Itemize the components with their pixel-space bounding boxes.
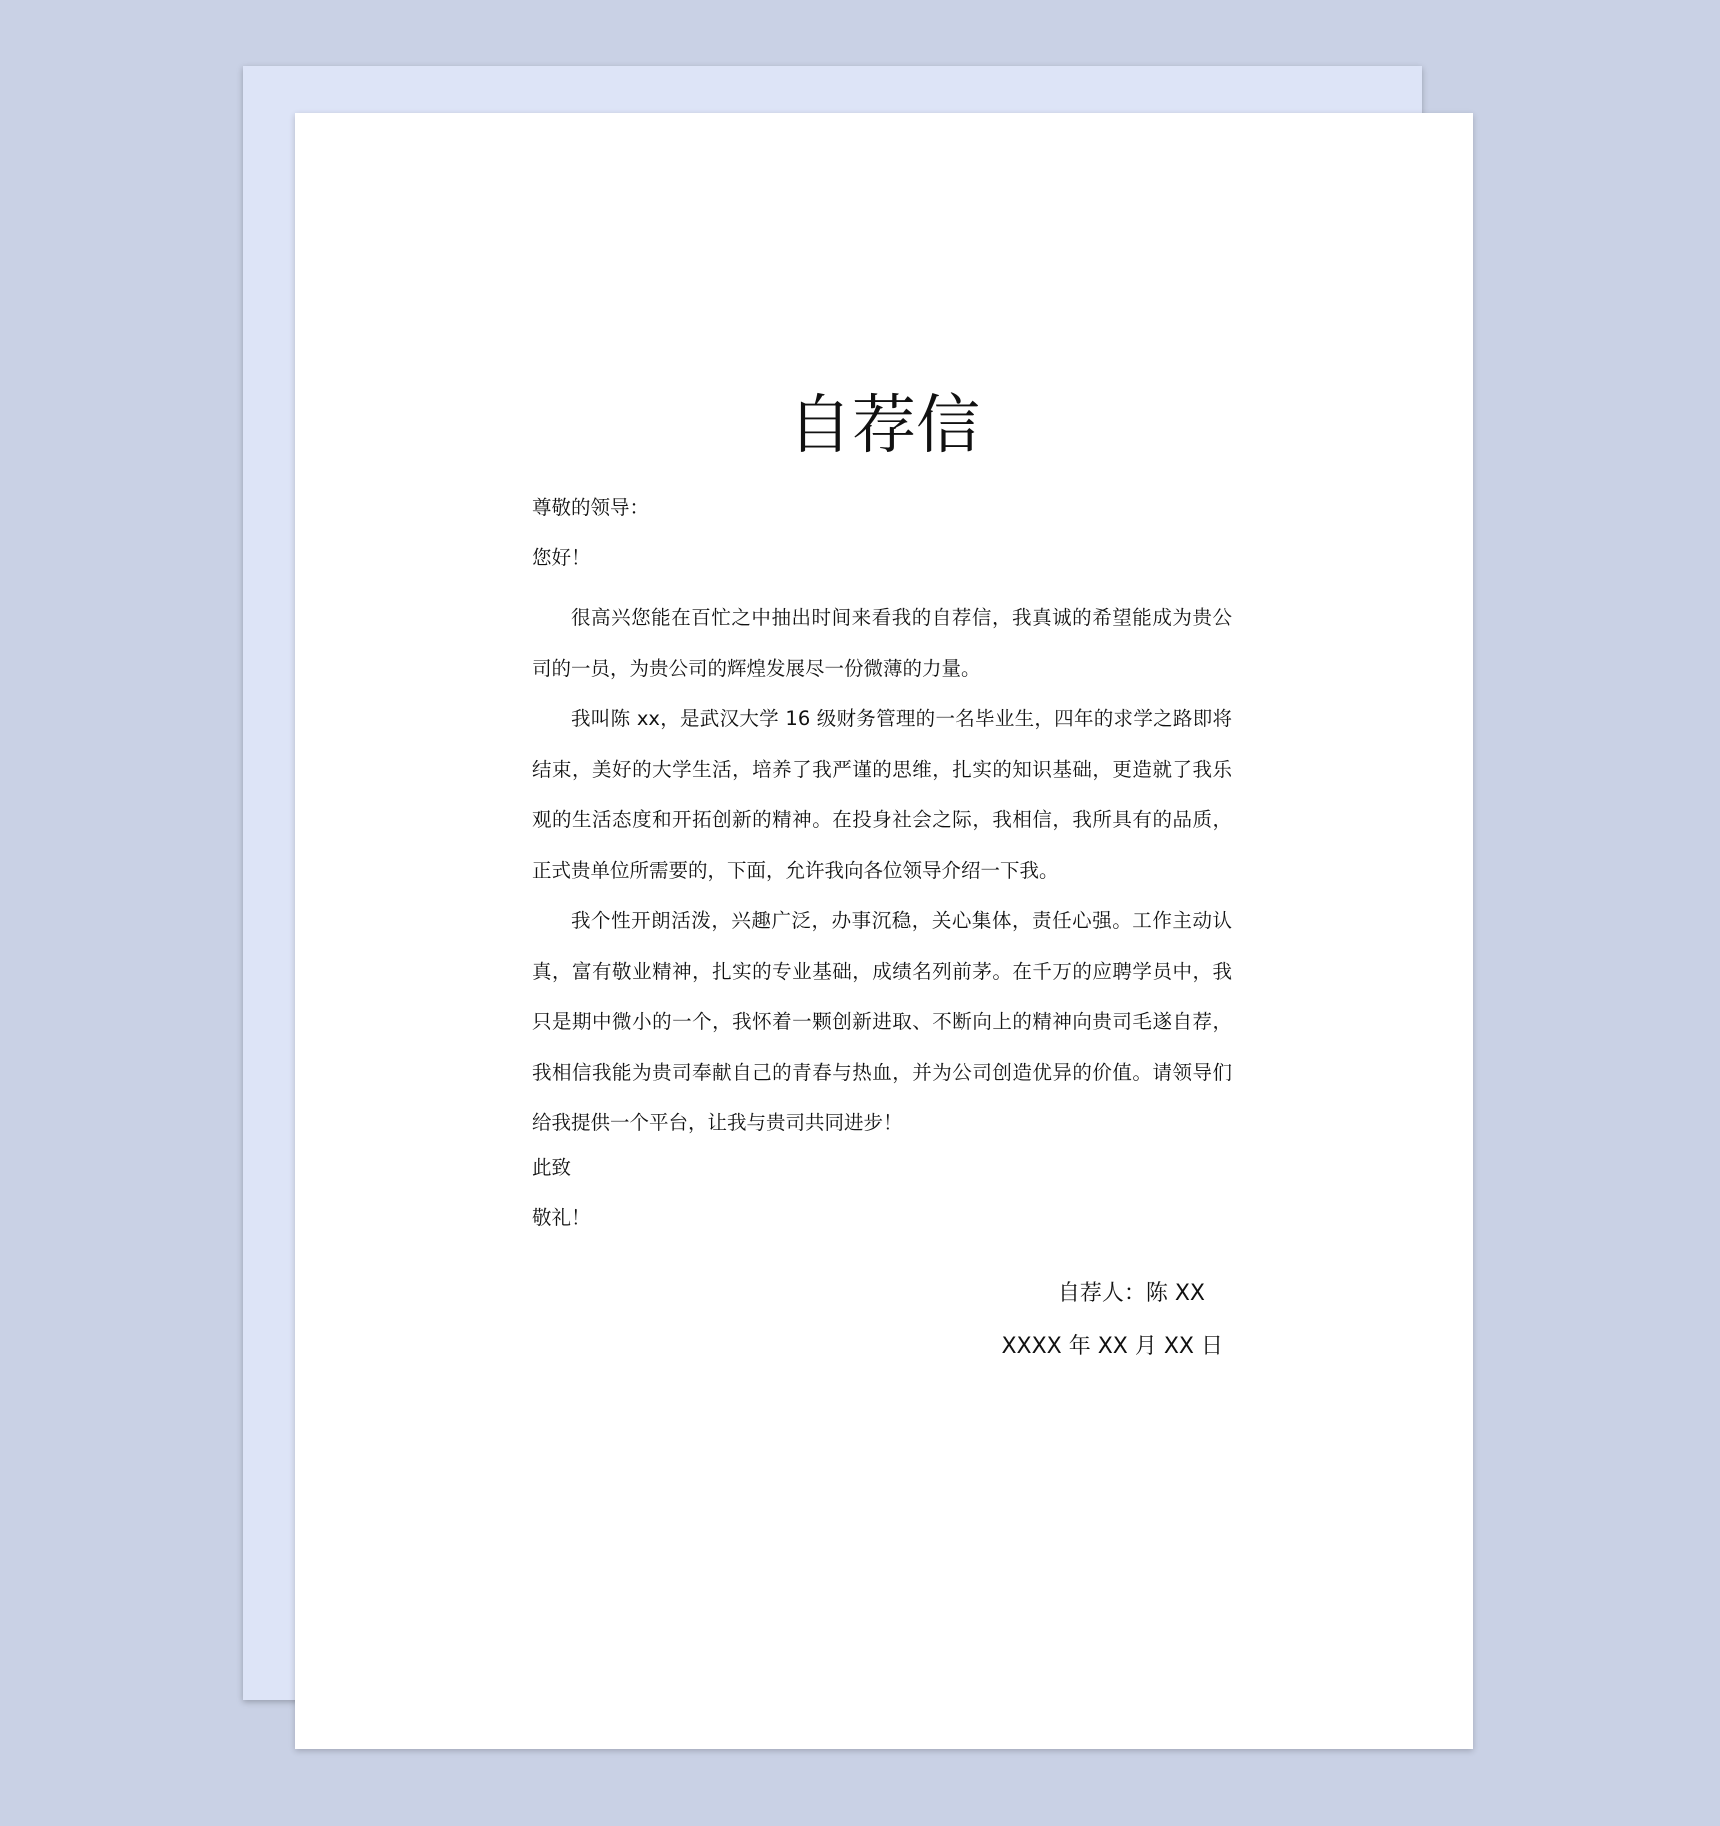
greeting: 您好！ <box>532 546 591 569</box>
signer: 自荐人：陈 XX <box>1057 1281 1205 1306</box>
paragraph-3: 我个性开朗活泼，兴趣广泛，办事沉稳，关心集体，责任心强。工作主动认真，富有敬业精神，扎实的专业基础，成绩名列前茅。在千万的应聘学员中，我只是期中微小的一个，我怀着一颗创新进取、不断向上的精神向贵司毛遂自荐，我相信我能为贵司奉献自己的青春与热血，并为公司创造优异的价值。请领导们给我提供一个平台，让我与贵司共同进步！ <box>532 909 1232 1134</box>
page-title: 自荐信 <box>788 389 980 463</box>
closing-jingli: 敬礼！ <box>532 1205 591 1229</box>
closing-cizhi: 此致 <box>532 1155 572 1179</box>
paragraph-2: 我叫陈 xx，是武汉大学 16 级财务管理的一名毕业生，四年的求学之路即将结束，美好的大学生活，培养了我严谨的思维，扎实的知识基础，更造就了我乐观的生活态度和开拓创新的精神。在投身社会之际，我相信，我所具有的品质，正式贵单位所需要的，下面，允许我向各位领导介绍一下我。 <box>532 707 1232 882</box>
date: XXXX 年 XX 月 XX 日 <box>1001 1334 1223 1359</box>
letter-body <box>532 483 1232 1243</box>
salutation: 尊敬的领导： <box>532 496 650 519</box>
paragraph-1: 很高兴您能在百忙之中抽出时间来看我的自荐信，我真诚的希望能成为贵公司的一员，为贵公司的辉煌发展尽一份微薄的力量。 <box>532 606 1232 680</box>
letter-page <box>295 113 1473 1749</box>
